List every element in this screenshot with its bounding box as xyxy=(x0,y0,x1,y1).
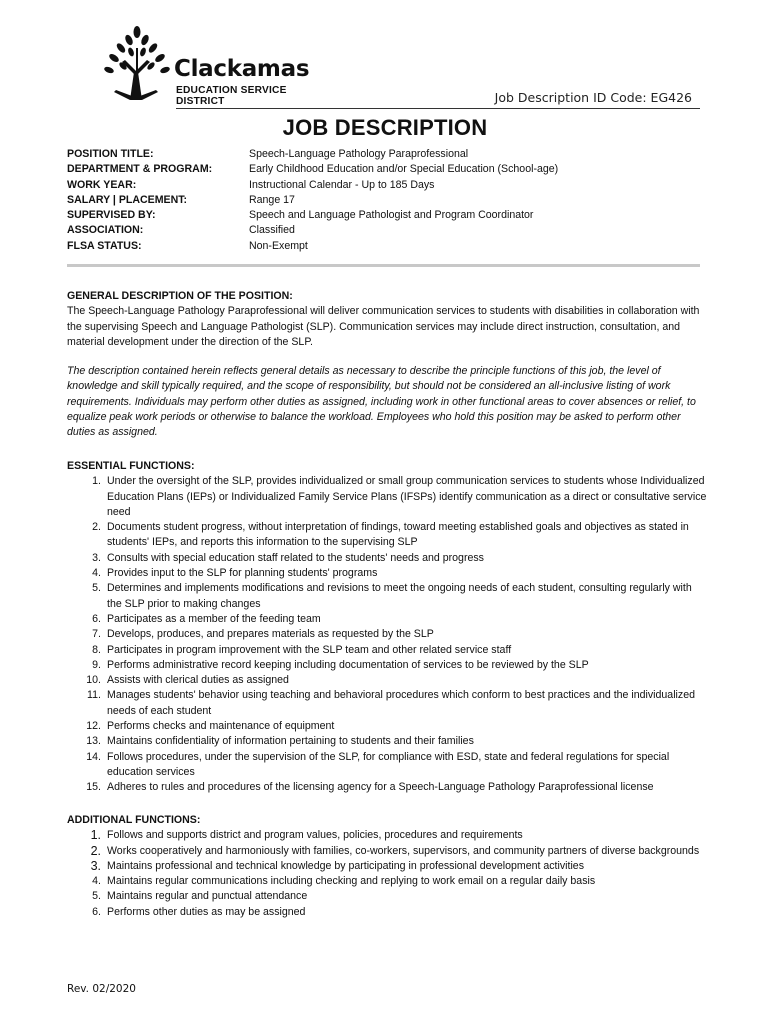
item-number: 13. xyxy=(86,735,101,748)
list-item xyxy=(67,719,707,734)
esd-logo xyxy=(100,26,315,107)
item-number: 4. xyxy=(92,875,101,888)
item-number: 4. xyxy=(92,567,101,580)
info-value: Instructional Calendar - Up to 185 Days xyxy=(249,178,435,191)
item-text: Maintains professional and technical knowledge by participating in professional development activities xyxy=(107,859,584,872)
item-text: Follows and supports district and program values, policies, procedures and requirements xyxy=(107,829,523,842)
info-row xyxy=(67,178,558,193)
item-number: 11. xyxy=(87,689,101,702)
section-divider xyxy=(67,264,700,267)
list-item xyxy=(67,474,707,520)
item-number: 6. xyxy=(92,612,101,625)
list-item xyxy=(67,643,707,658)
position-info xyxy=(67,147,558,254)
item-text: Provides input to the SLP for planning students' programs xyxy=(107,567,378,580)
item-text: Participates as a member of the feeding team xyxy=(107,612,321,625)
list-item xyxy=(67,566,707,581)
revision-date: Rev. 02/2020 xyxy=(67,983,136,995)
additional-functions xyxy=(67,813,707,920)
logo-subtitle: EDUCATION SERVICE DISTRICT xyxy=(176,85,287,107)
item-text: Develops, produces, and prepares materials as requested by the SLP xyxy=(107,628,434,641)
info-row xyxy=(67,147,558,162)
item-text: Consults with special education staff related to the students' needs and progress xyxy=(107,551,484,564)
item-text: Performs other duties as may be assigned xyxy=(107,905,306,918)
item-number: 1. xyxy=(92,475,101,488)
list-item xyxy=(67,673,707,688)
item-number: 2. xyxy=(90,843,101,858)
item-text: Maintains regular communications including checking and replying to work email on a regular daily basis xyxy=(107,875,596,888)
info-value: Early Childhood Education and/or Special Education (School-age) xyxy=(249,163,559,176)
header-divider xyxy=(176,108,700,109)
item-text: Under the oversight of the SLP, provides individualized or small group communication services to students whose Individualized Education Plans (IEPs) or Individualized Family Service Plans (IFSPs) identify communication as a direct or consultative service need xyxy=(107,475,707,518)
disclaimer-text: The description contained herein reflects general details as necessary to describe the principle functions of this job, the level of knowledge and skill typically required, and the scope of responsibility, but should not be considered an all-inclusive listing of work requirements. Individuals may perform other duties as assigned, including work in other functional areas to cover absences or relief, to equalize peak work periods or otherwise to balance the workload. Employees who hold this position may be asked to perform other duties as assigned. xyxy=(67,365,696,439)
item-text: Adheres to rules and procedures of the licensing agency for a Speech-Language Pathology Paraprofessional license xyxy=(107,781,654,794)
list-item xyxy=(67,520,707,551)
info-label: WORK YEAR: xyxy=(67,178,137,191)
list-item xyxy=(67,889,707,904)
info-label: FLSA STATUS: xyxy=(67,239,142,252)
job-code: Job Description ID Code: EG426 xyxy=(494,90,692,105)
item-text: Maintains regular and punctual attendance xyxy=(107,890,308,903)
info-label: SUPERVISED BY: xyxy=(67,209,156,222)
info-value: Non-Exempt xyxy=(249,239,308,252)
list-item xyxy=(67,688,707,719)
info-label: DEPARTMENT & PROGRAM: xyxy=(67,163,213,176)
item-number: 3. xyxy=(90,858,101,873)
item-text: Assists with clerical duties as assigned xyxy=(107,674,289,687)
item-number: 10. xyxy=(86,674,101,687)
general-heading: GENERAL DESCRIPTION OF THE POSITION: xyxy=(67,290,293,302)
item-number: 5. xyxy=(92,582,101,595)
list-item xyxy=(67,780,707,795)
additional-list xyxy=(67,828,707,920)
item-text: Performs checks and maintenance of equipment xyxy=(107,720,335,733)
info-value: Speech and Language Pathologist and Program Coordinator xyxy=(249,209,534,222)
list-item xyxy=(67,612,707,627)
essential-functions xyxy=(67,459,707,796)
general-body: The Speech-Language Pathology Paraprofessional will deliver communication services to students with disabilities in collaboration with the supervising Speech and Language Pathologist (SLP). Communication services may include direct instruction, consultation, and material development under the direction of the SLP. xyxy=(67,305,700,348)
list-item xyxy=(67,828,707,843)
general-description xyxy=(67,289,707,441)
info-label: ASSOCIATION: xyxy=(67,224,144,237)
list-item xyxy=(67,844,707,859)
item-text: Maintains confidentiality of information pertaining to students and their families xyxy=(107,735,474,748)
additional-heading: ADDITIONAL FUNCTIONS: xyxy=(67,814,201,826)
item-number: 9. xyxy=(92,658,101,671)
list-item xyxy=(67,581,707,612)
list-item xyxy=(67,750,707,781)
info-row xyxy=(67,208,558,223)
item-text: Performs administrative record keeping including documentation of services to be reviewed by the SLP xyxy=(107,658,589,671)
list-item xyxy=(67,734,707,749)
item-text: Determines and implements modifications and revisions to meet the ongoing needs of each student, consulting regularly with the SLP prior to making changes xyxy=(107,582,692,610)
list-item xyxy=(67,551,707,566)
item-number: 8. xyxy=(92,643,101,656)
info-label: POSITION TITLE: xyxy=(67,148,154,160)
item-number: 3. xyxy=(92,551,101,564)
item-number: 15. xyxy=(86,781,101,794)
info-row xyxy=(67,162,558,177)
item-text: Participates in program improvement with the SLP team and other related service staff xyxy=(107,643,512,656)
list-item xyxy=(67,627,707,642)
item-number: 2. xyxy=(92,521,101,534)
list-item xyxy=(67,859,707,874)
tree-logo-icon xyxy=(100,26,180,102)
list-item xyxy=(67,658,707,673)
item-number: 7. xyxy=(92,628,101,641)
info-value: Speech-Language Pathology Paraprofessional xyxy=(249,148,469,160)
info-value: Classified xyxy=(249,224,295,237)
list-item xyxy=(67,874,707,889)
item-text: Manages students' behavior using teaching and behavioral procedures which conform to best practices and the individualized needs of each student xyxy=(107,689,695,717)
item-number: 1. xyxy=(90,828,101,843)
info-value: Range 17 xyxy=(249,193,295,206)
item-number: 6. xyxy=(92,905,101,918)
info-row xyxy=(67,223,558,238)
item-text: Works cooperatively and harmoniously with families, co-workers, supervisors, and community partners of diverse backgrounds xyxy=(107,844,700,857)
info-label: SALARY | PLACEMENT: xyxy=(67,193,188,206)
essential-list xyxy=(67,474,707,795)
info-row xyxy=(67,239,558,254)
item-number: 14. xyxy=(86,750,101,763)
page-title: JOB DESCRIPTION xyxy=(282,115,488,140)
item-number: 5. xyxy=(92,890,101,903)
logo-name: Clackamas xyxy=(174,56,310,82)
list-item xyxy=(67,905,707,920)
item-text: Follows procedures, under the supervision of the SLP, for compliance with ESD, state and federal regulations for special education services xyxy=(107,750,670,778)
item-number: 12. xyxy=(86,720,101,733)
info-row xyxy=(67,193,558,208)
item-text: Documents student progress, without interpretation of findings, toward meeting established goals and objectives as stated in students' IEPs, and reports this information to the supervising SLP xyxy=(107,521,689,549)
essential-heading: ESSENTIAL FUNCTIONS: xyxy=(67,460,195,472)
